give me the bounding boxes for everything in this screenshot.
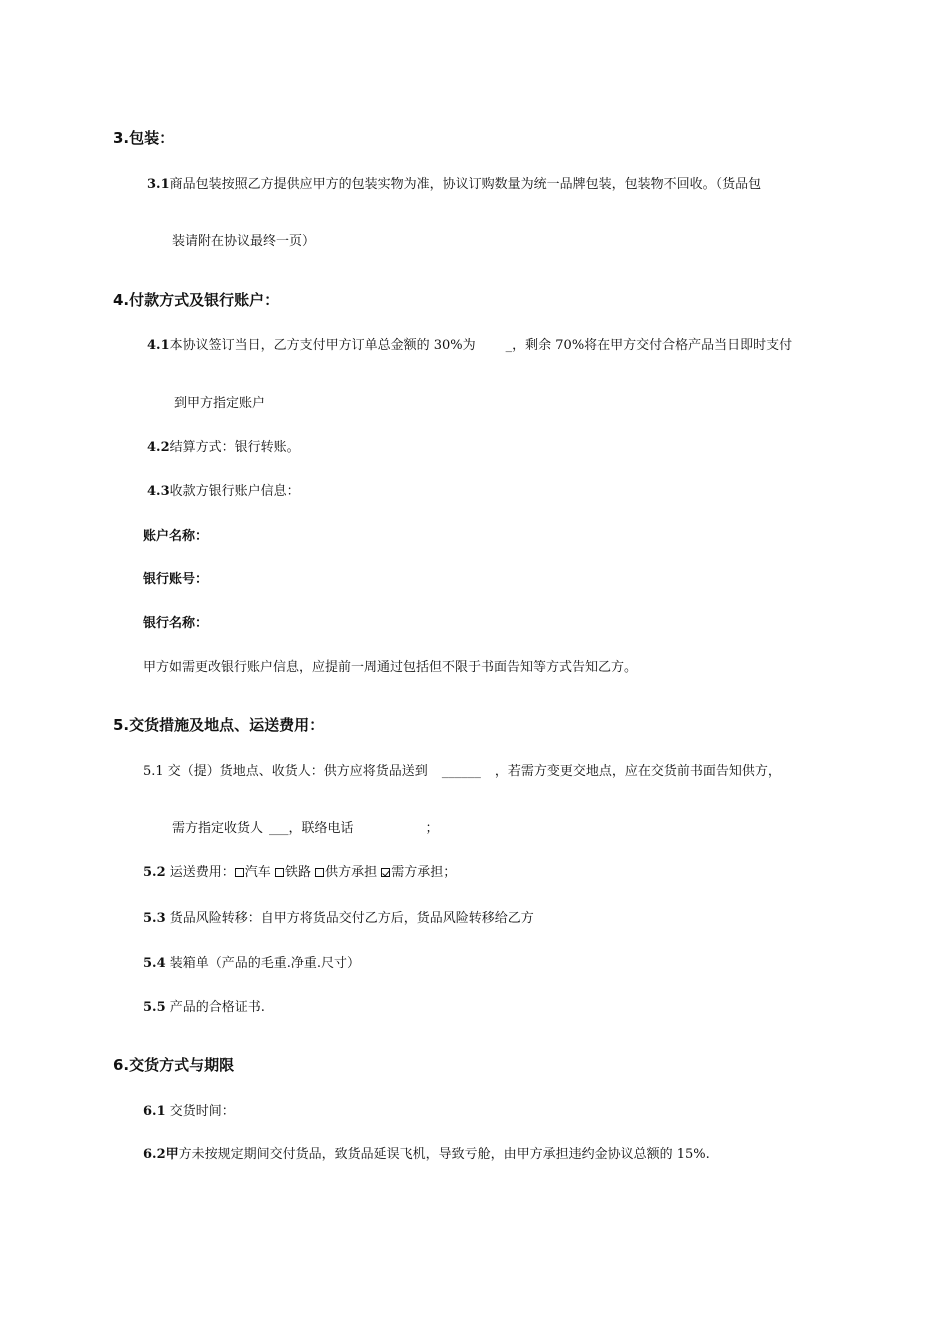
clause-text: 需方指定收货人 xyxy=(172,821,264,836)
clause-5-1-continuation xyxy=(172,820,439,838)
clause-4-1-continuation: 到甲方指定账户 xyxy=(174,396,266,411)
clause-number: 6.1 xyxy=(143,1104,166,1119)
clause-text: 5.1 交（提）货地点、收货人：供方应将货品送到 xyxy=(143,764,428,779)
section-4-heading: 4.付款方式及银行账户： xyxy=(113,291,280,309)
checkbox-icon xyxy=(235,868,244,877)
checkbox-icon xyxy=(315,868,324,877)
clause-3-1 xyxy=(147,176,761,194)
section-6-heading: 6.交货方式与期限 xyxy=(113,1056,235,1074)
clause-6-2 xyxy=(143,1146,710,1164)
clause-text: 运送费用： xyxy=(169,865,235,880)
clause-text: 方未按规定期间交付货品，致货品延误飞机，导致亏舱，由甲方承担违约金协议总额的 15%. xyxy=(178,1147,710,1162)
option-label: 汽车 xyxy=(244,865,271,880)
clause-text: ； xyxy=(425,821,439,836)
clause-number: 5.2 xyxy=(143,865,166,880)
clause-text: 货品风险转移：自甲方将货品交付乙方后，货品风险转移给乙方 xyxy=(169,911,534,926)
clause-text: ，剩余 70%将在甲方交付合格产品当日即时支付 xyxy=(512,338,793,353)
clause-number: 4.3 xyxy=(147,484,170,499)
clause-5-3 xyxy=(143,910,534,928)
clause-text: 商品包装按照乙方提供应甲方的包装实物为准，协议订购数量为统一品牌包装，包装物不回收。（货品包 xyxy=(169,177,762,192)
clause-text: 本协议签订当日，乙方支付甲方订单总金额的 30%为 xyxy=(169,338,476,353)
clause-4-1 xyxy=(147,337,792,355)
clause-number: 6.2甲 xyxy=(143,1147,179,1162)
section-5-heading: 5.交货措施及地点、运送费用： xyxy=(113,716,325,734)
clause-text: 交货时间： xyxy=(169,1104,235,1119)
clause-text: 收款方银行账户信息： xyxy=(169,484,300,499)
checkbox-icon xyxy=(275,868,284,877)
blank-field: _ xyxy=(505,338,513,353)
option-label: 供方承担 xyxy=(325,865,378,880)
option-label: 铁路 xyxy=(284,865,311,880)
clause-number: 5.3 xyxy=(143,911,166,926)
consignee-blank: ___ xyxy=(269,821,289,836)
clause-text: 产品的合格证书. xyxy=(169,1000,265,1015)
section-3-heading: 3.包装： xyxy=(113,129,175,147)
clause-number: 5.4 xyxy=(143,956,166,971)
clause-text: 装箱单（产品的毛重.净重.尺寸） xyxy=(169,956,361,971)
clause-6-1 xyxy=(143,1103,235,1121)
clause-number: 3.1 xyxy=(147,177,170,192)
clause-number: 5.5 xyxy=(143,1000,166,1015)
clause-4-2 xyxy=(147,439,300,457)
clause-5-2 xyxy=(143,864,456,882)
clause-5-4 xyxy=(143,955,360,973)
clause-text: 结算方式：银行转账。 xyxy=(169,440,300,455)
bank-change-note: 甲方如需更改银行账户信息，应提前一周通过包括但不限于书面告知等方式告知乙方。 xyxy=(143,660,638,675)
clause-3-1-continuation: 装请附在协议最终一页） xyxy=(172,234,316,249)
option-label: 需方承担； xyxy=(391,865,457,880)
clause-5-5 xyxy=(143,999,265,1017)
delivery-place-blank: ______ xyxy=(441,764,481,779)
account-name-label: 账户名称： xyxy=(143,529,209,544)
clause-4-3 xyxy=(147,483,300,501)
clause-text: ，联络电话 xyxy=(288,821,354,836)
clause-number: 4.1 xyxy=(147,338,170,353)
account-number-label: 银行账号： xyxy=(143,572,209,587)
checked-checkbox-icon xyxy=(381,868,390,877)
clause-text: ，若需方变更交地点，应在交货前书面告知供方， xyxy=(494,764,781,779)
clause-number: 4.2 xyxy=(147,440,170,455)
clause-5-1 xyxy=(143,763,781,781)
bank-name-label: 银行名称： xyxy=(143,616,209,631)
